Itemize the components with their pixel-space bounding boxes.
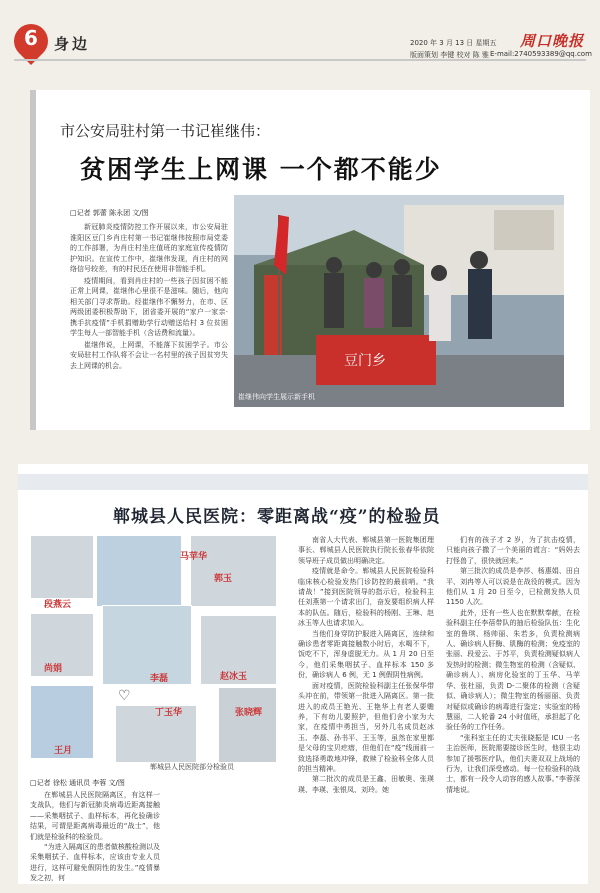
masthead: [0, 0, 600, 62]
photo-collage: [30, 535, 275, 765]
paragraph: 崔继伟说，上网课，不能落下贫困学子。市公安局驻村工作队将不会让一名村里的孩子因贫穷失去上网课的机会。: [70, 340, 228, 370]
collage-photo: [96, 535, 182, 607]
article1-byline: □记者 郭蕾 陈永团 文/图: [70, 209, 149, 217]
article1-photo: [234, 195, 564, 407]
article2-column-2: [298, 535, 434, 880]
article2-column-3: [446, 535, 580, 880]
caption-name: 赵冰玉: [220, 672, 248, 682]
newspaper-logo: 周口晚报: [520, 32, 585, 50]
paragraph: 当他们身穿防护服进入隔离区，连续和确诊患者零距离接触数小时后，水喝不下，饭吃不下，浑身虚脱无力。从 1 月 20 日至今，他们采集咽拭子、血样标本 150 多份，确诊病人 6 例，无 1 例假阴性病例。: [298, 629, 434, 680]
masthead-divider: [14, 59, 586, 61]
paragraph: 新冠肺炎疫情防控工作开展以来，市公安局驻淮阳区豆门乡肖庄村第一书记崔继伟按照市局党委的工作部署，为肖庄村坐庄值班的家庭宣传疫情防护知识。在宣传工作中，崔继伟发现，肖庄村的网络信号较差，有的村民还在使用非智能手机。: [70, 223, 228, 273]
issue-date: 2020 年 3 月 13 日 星期五: [410, 39, 497, 47]
collage-caption: 郸城县人民医院部分检验员: [150, 763, 234, 771]
collage-photo: [190, 535, 277, 607]
contact-email: E-mail:2740593389@qq.com: [490, 50, 592, 58]
paragraph: “张科室主任的丈夫张晓振是 ICU 一名主治医师，医院需要接诊医生时，他很主动参加了援鄂医疗队，他们夫妻双双上战场的行为，让我们深受感动。每一位检验科的战士，都有一段令人动容的感人故事。”李蓉深情地说。: [446, 733, 580, 794]
paragraph: 第二批次的成员是王鑫、田敏奥、张瑛瑛、李瑛、张银凤、刘玲。她: [298, 775, 434, 794]
article2-byline: □记者 徐松 通讯员 李蓉 文/图: [30, 779, 125, 787]
paragraph: 第三批次的成员是李莎、杨惠娟、田自平、刘冉等人可以说是在战役的模式。因为他们从 1 月 20 日至今，已检测发热人员 1150 人次。: [446, 567, 580, 607]
section-title: 身边: [54, 35, 91, 53]
paragraph: 在郸城县人民医院隔离区，有这样一支战队，他们与新冠肺炎病毒近距离接触——采集咽拭子、血样标本，再化验确诊结果，可谓是距离病毒最近的“战士”，他们就是检验科的检验员。: [30, 791, 160, 841]
collage-photo: [218, 687, 277, 763]
paragraph: 疫情就是命令。郸城县人民医院检验科临床核心检验发热门诊防控的最前哨。“我请战！”接到医院领导的指示后，检验科主任刘燕第一个请求出门，奋发要组织病人样本的队伍。随后，检验科的杨刚、王琳、赵冰玉等人也请求加入。: [298, 567, 434, 628]
article2-headline: 郸城县人民医院：零距离战“疫”的检验员: [113, 507, 441, 527]
collage-photo: [102, 605, 192, 685]
collage-photo: [30, 535, 94, 599]
caption-name: 马苹华: [180, 552, 208, 562]
article1-photo-caption: 崔继伟向学生展示新手机: [238, 393, 315, 401]
article-top-band: [18, 474, 588, 490]
article1-kicker: 市公安局驻村第一书记崔继伟：: [60, 122, 271, 140]
banner-text: 豆门乡: [344, 353, 386, 369]
editor-credits: 版面策划 李键 校对 陈 雅: [410, 51, 489, 59]
caption-name: 丁玉华: [155, 708, 183, 718]
caption-name: 王月: [54, 746, 73, 756]
article1-body: [70, 222, 228, 372]
page-number: 6: [24, 26, 38, 50]
caption-name: 李磊: [150, 674, 169, 684]
paragraph: 南省人大代表、郸城县第一医院集团理事长、郸城县人民医院执行院长张春华依院领导班子成员做出明确决定。: [298, 536, 434, 565]
article1-headline: 贫困学生上网课 一个都不能少: [80, 155, 442, 184]
village-scene-illustration: [234, 195, 564, 407]
caption-name: 郭玉: [214, 574, 233, 584]
paragraph: 们有的孩子才 2 岁，为了抗击疫情，只能向孩子撒了一个美丽的谎言：“妈妈去打怪兽了，很快就回来。”: [446, 536, 580, 565]
caption-name: 段燕云: [44, 600, 72, 610]
paragraph: 此外，还有一些人也在默默奉献，在检验科副主任李蓓带队的抽后检验队伍：生化室的鲁琪、杨帅丽、朱若多，负责检测病人、确诊病人肝酶、肌酶的检测；免疫室的张丽、段爱云、于苏平，负责检测疑似病人发热时的检测；微生物室的检测（含疑似、确诊病人）、病房化验室的丁玉华、马苹华、张杜丽，负责 D-二聚体的检测（含疑似、确诊病人）；微生物室的杨丽丽、负责对疑似或确诊的病毒进行鉴定；实验室的杨慧丽，二人轮番 24 小时值班，承担起了化验任务的工作任务。: [446, 608, 580, 732]
paragraph: 面对疫情，医院检验科副主任张保华带头冲在前，带领第一批进入隔离区。第一批进入的成员王艳光、王艳华上有老人要赡养，下有幼儿要照护，但他们舍小家为大家，在疫情中勇担当，另外几名成员赵冰玉、李磊、孙书平、王玉等，虽然在家里都是父母的宝贝疙瘩，但他们在“疫”线面前一致选择勇敢地冲锋，救赎了检验科全体人员的担当精神。: [298, 681, 434, 773]
caption-name: 尚娟: [44, 664, 63, 674]
heart-icon: ♡: [118, 688, 131, 704]
caption-name: 张晓辉: [235, 708, 263, 718]
paragraph: 疫情期间，看到肖庄村的一些孩子因贫困不能正常上网课，崔继伟心里很不是滋味。随后，他向相关部门寻求帮助。经崔继伟不懈努力，在市、区两级团委积极帮助下，团省委开展的“家户一家亲·携手抗疫情”手机捐赠助学行动赠送给村 3 位贫困学生每人一部智能手机（含话费和流量）。: [70, 276, 228, 337]
article2-column-1b: [168, 782, 276, 886]
paragraph: “为进入隔离区的患者做核酸检测以及采集咽拭子、血样标本，应该由专业人员进行，这样可避免假阴性的发生。”疫情暴发之初，何: [30, 843, 160, 883]
article2-column-1: [30, 790, 160, 884]
article-side-bar: [30, 90, 36, 430]
